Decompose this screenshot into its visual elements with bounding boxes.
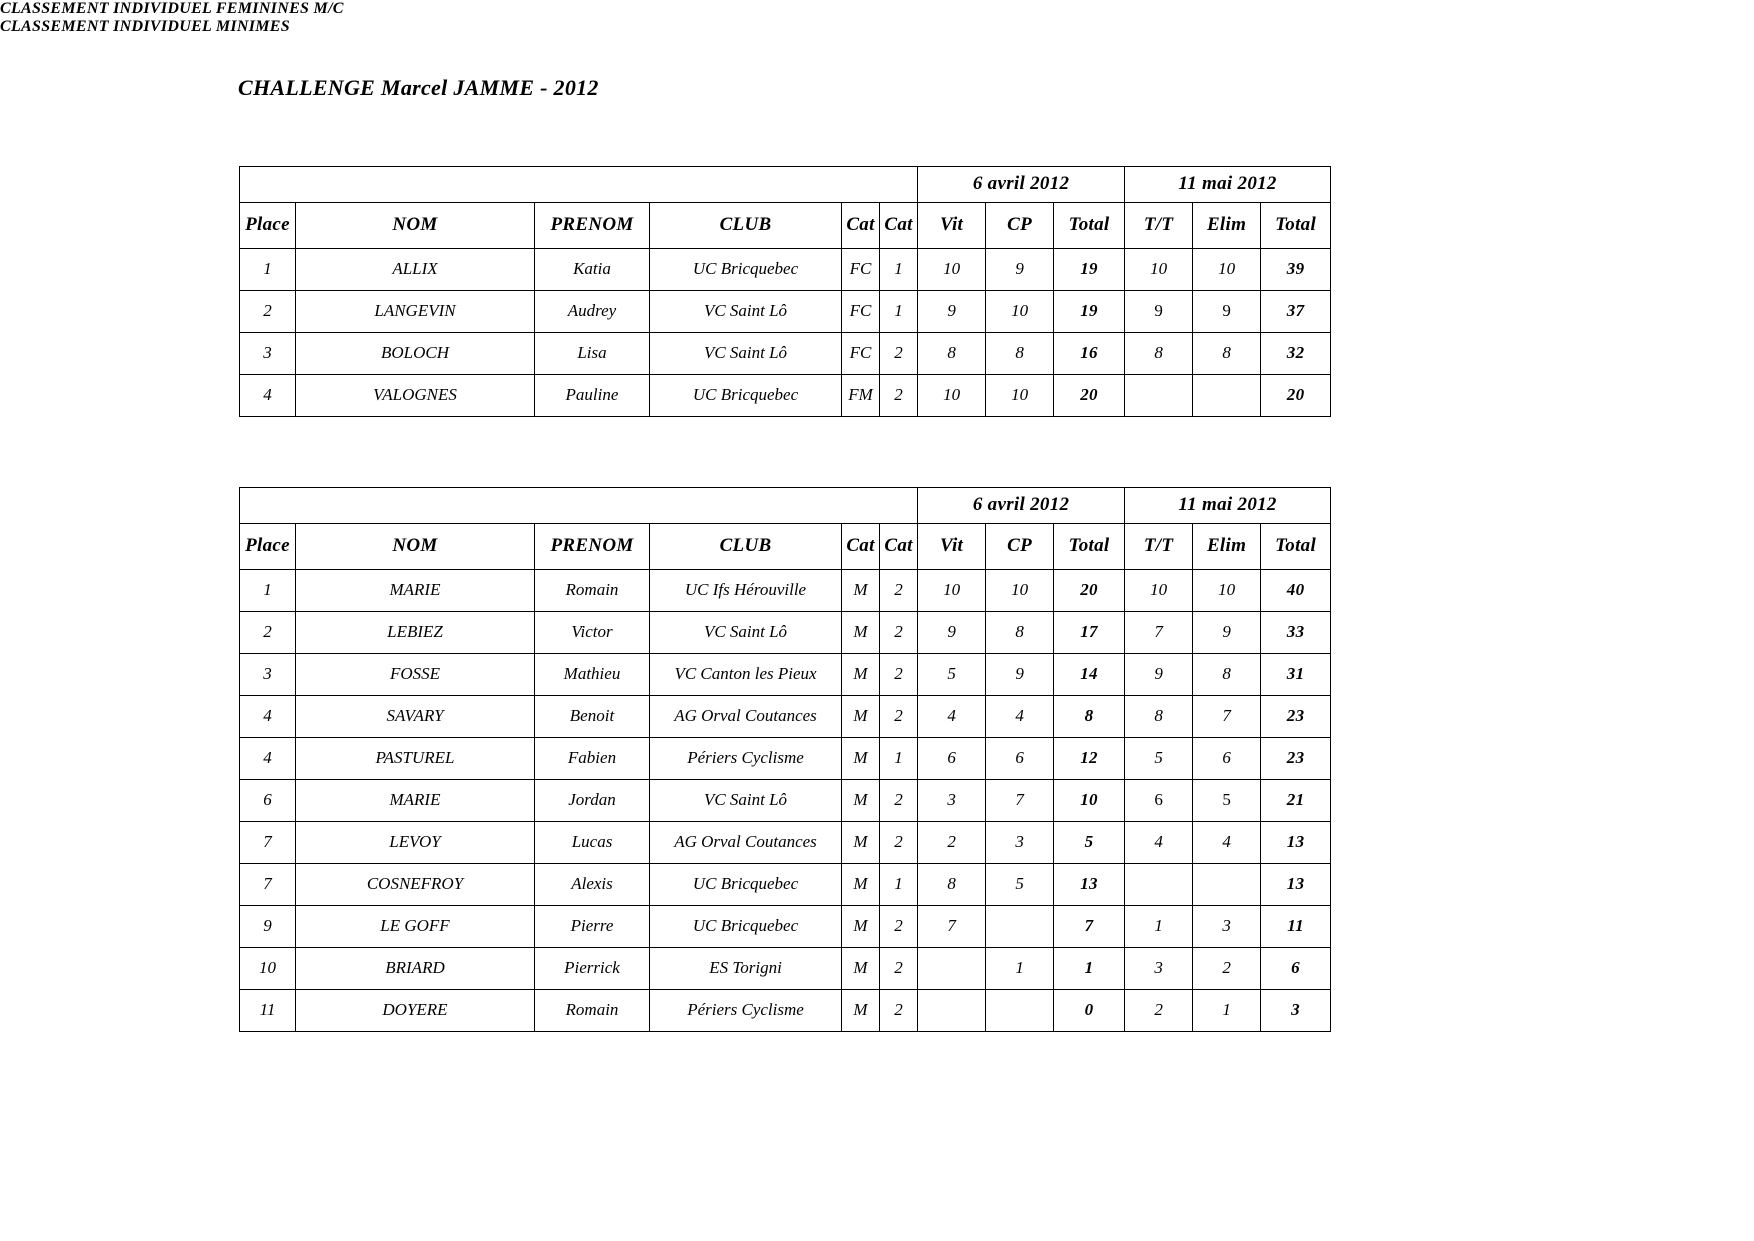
cell-cat2: 2 (880, 570, 918, 612)
cell-cat1: M (842, 654, 880, 696)
cell-elim: 1 (1193, 990, 1261, 1032)
cell-cp: 5 (986, 864, 1054, 906)
cell-tt: 2 (1125, 990, 1193, 1032)
cell-cp: 4 (986, 696, 1054, 738)
cell-place: 9 (240, 906, 296, 948)
cell-club: Périers Cyclisme (650, 738, 842, 780)
cell-nom: COSNEFROY (296, 864, 535, 906)
cell-prenom: Lucas (535, 822, 650, 864)
cell-elim: 8 (1193, 333, 1261, 375)
cell-cat1: M (842, 696, 880, 738)
column-header-nom: NOM (296, 203, 535, 249)
cell-prenom: Pauline (535, 375, 650, 417)
column-header-row (240, 524, 1331, 570)
cell-total2: 11 (1261, 906, 1331, 948)
column-header-vit: Vit (918, 524, 986, 570)
cell-elim: 9 (1193, 291, 1261, 333)
cell-cat2: 2 (880, 333, 918, 375)
cell-cat2: 1 (880, 291, 918, 333)
cell-prenom: Jordan (535, 780, 650, 822)
cell-total1: 16 (1054, 333, 1125, 375)
cell-cat2: 2 (880, 612, 918, 654)
cell-vit (918, 948, 986, 990)
cell-cp: 10 (986, 291, 1054, 333)
cell-total1: 20 (1054, 375, 1125, 417)
cell-total2: 40 (1261, 570, 1331, 612)
cell-tt: 10 (1125, 249, 1193, 291)
table-row (240, 822, 1331, 864)
cell-cat2: 2 (880, 822, 918, 864)
cell-elim: 2 (1193, 948, 1261, 990)
cell-total2: 39 (1261, 249, 1331, 291)
cell-elim: 10 (1193, 249, 1261, 291)
cell-cat1: M (842, 948, 880, 990)
cell-cp: 10 (986, 570, 1054, 612)
cell-total1: 20 (1054, 570, 1125, 612)
column-header-cp: CP (986, 524, 1054, 570)
cell-nom: DOYERE (296, 990, 535, 1032)
cell-total1: 10 (1054, 780, 1125, 822)
cell-elim (1193, 375, 1261, 417)
cell-total2: 20 (1261, 375, 1331, 417)
cell-club: UC Bricquebec (650, 249, 842, 291)
cell-total2: 21 (1261, 780, 1331, 822)
cell-nom: LEVOY (296, 822, 535, 864)
date-row-spacer (240, 488, 918, 524)
cell-elim: 3 (1193, 906, 1261, 948)
cell-total1: 12 (1054, 738, 1125, 780)
cell-cp: 6 (986, 738, 1054, 780)
cell-tt: 8 (1125, 696, 1193, 738)
column-header-club: CLUB (650, 524, 842, 570)
cell-cat2: 1 (880, 864, 918, 906)
cell-tt: 7 (1125, 612, 1193, 654)
cell-place: 3 (240, 654, 296, 696)
ranking-table-minimes (239, 487, 1331, 1032)
cell-club: Périers Cyclisme (650, 990, 842, 1032)
cell-place: 2 (240, 612, 296, 654)
ranking-table-feminines (239, 166, 1331, 417)
cell-place: 1 (240, 249, 296, 291)
cell-cp: 7 (986, 780, 1054, 822)
cell-cp: 1 (986, 948, 1054, 990)
column-header-club: CLUB (650, 203, 842, 249)
cell-total1: 19 (1054, 291, 1125, 333)
cell-nom: ALLIX (296, 249, 535, 291)
cell-cat1: M (842, 822, 880, 864)
cell-vit: 10 (918, 249, 986, 291)
cell-place: 6 (240, 780, 296, 822)
cell-club: ES Torigni (650, 948, 842, 990)
date-group-header: 11 mai 2012 (1125, 488, 1331, 524)
cell-tt: 6 (1125, 780, 1193, 822)
cell-nom: LANGEVIN (296, 291, 535, 333)
column-header-cat2: Cat (880, 203, 918, 249)
column-header-elim: Elim (1193, 524, 1261, 570)
cell-nom: LEBIEZ (296, 612, 535, 654)
date-group-header: 6 avril 2012 (918, 167, 1125, 203)
date-row-spacer (240, 167, 918, 203)
table-row (240, 906, 1331, 948)
cell-club: AG Orval Coutances (650, 822, 842, 864)
cell-vit: 8 (918, 333, 986, 375)
cell-club: VC Canton les Pieux (650, 654, 842, 696)
cell-club: VC Saint Lô (650, 780, 842, 822)
cell-tt: 3 (1125, 948, 1193, 990)
column-header-total2: Total (1261, 524, 1331, 570)
cell-vit (918, 990, 986, 1032)
cell-tt: 9 (1125, 291, 1193, 333)
table-row (240, 738, 1331, 780)
cell-total2: 6 (1261, 948, 1331, 990)
cell-cat1: M (842, 738, 880, 780)
cell-elim: 10 (1193, 570, 1261, 612)
cell-cp: 3 (986, 822, 1054, 864)
cell-cat2: 1 (880, 738, 918, 780)
cell-cat1: M (842, 906, 880, 948)
cell-cat2: 2 (880, 906, 918, 948)
cell-cat1: M (842, 570, 880, 612)
cell-elim: 8 (1193, 654, 1261, 696)
cell-nom: LE GOFF (296, 906, 535, 948)
cell-vit: 9 (918, 612, 986, 654)
cell-cp: 9 (986, 654, 1054, 696)
cell-prenom: Romain (535, 570, 650, 612)
cell-cat1: FC (842, 291, 880, 333)
cell-elim: 5 (1193, 780, 1261, 822)
cell-cat2: 2 (880, 990, 918, 1032)
cell-vit: 9 (918, 291, 986, 333)
cell-total1: 13 (1054, 864, 1125, 906)
cell-place: 2 (240, 291, 296, 333)
cell-tt (1125, 864, 1193, 906)
column-header-cp: CP (986, 203, 1054, 249)
cell-tt: 1 (1125, 906, 1193, 948)
cell-place: 4 (240, 696, 296, 738)
cell-nom: MARIE (296, 780, 535, 822)
cell-total2: 3 (1261, 990, 1331, 1032)
date-group-row (240, 167, 1331, 203)
cell-cat1: M (842, 990, 880, 1032)
table-row (240, 249, 1331, 291)
column-header-place: Place (240, 524, 296, 570)
cell-elim: 9 (1193, 612, 1261, 654)
table-row (240, 990, 1331, 1032)
cell-total1: 5 (1054, 822, 1125, 864)
cell-vit: 7 (918, 906, 986, 948)
cell-vit: 5 (918, 654, 986, 696)
section-title-feminines: CLASSEMENT INDIVIDUEL FEMININES M/C (0, 0, 344, 17)
cell-place: 7 (240, 864, 296, 906)
cell-total2: 23 (1261, 738, 1331, 780)
table-row (240, 375, 1331, 417)
cell-club: VC Saint Lô (650, 612, 842, 654)
cell-club: VC Saint Lô (650, 291, 842, 333)
column-header-cat2: Cat (880, 524, 918, 570)
cell-total1: 7 (1054, 906, 1125, 948)
cell-nom: VALOGNES (296, 375, 535, 417)
cell-total1: 1 (1054, 948, 1125, 990)
cell-cp: 8 (986, 333, 1054, 375)
column-header-total1: Total (1054, 203, 1125, 249)
cell-club: UC Bricquebec (650, 906, 842, 948)
cell-tt: 4 (1125, 822, 1193, 864)
table-row (240, 864, 1331, 906)
cell-cat2: 2 (880, 375, 918, 417)
cell-club: VC Saint Lô (650, 333, 842, 375)
cell-total1: 8 (1054, 696, 1125, 738)
cell-cp: 10 (986, 375, 1054, 417)
cell-cat1: M (842, 864, 880, 906)
column-header-prenom: PRENOM (535, 203, 650, 249)
column-header-cat1: Cat (842, 524, 880, 570)
cell-cat1: FC (842, 249, 880, 291)
cell-cat2: 2 (880, 654, 918, 696)
cell-place: 4 (240, 738, 296, 780)
cell-tt: 9 (1125, 654, 1193, 696)
cell-club: AG Orval Coutances (650, 696, 842, 738)
date-group-header: 6 avril 2012 (918, 488, 1125, 524)
table-row (240, 612, 1331, 654)
cell-vit: 8 (918, 864, 986, 906)
cell-elim: 6 (1193, 738, 1261, 780)
date-group-row (240, 488, 1331, 524)
cell-nom: BRIARD (296, 948, 535, 990)
cell-prenom: Pierre (535, 906, 650, 948)
column-header-elim: Elim (1193, 203, 1261, 249)
cell-club: UC Ifs Hérouville (650, 570, 842, 612)
cell-place: 1 (240, 570, 296, 612)
cell-total2: 37 (1261, 291, 1331, 333)
cell-nom: PASTUREL (296, 738, 535, 780)
cell-vit: 10 (918, 375, 986, 417)
column-header-total1: Total (1054, 524, 1125, 570)
column-header-row (240, 203, 1331, 249)
cell-prenom: Alexis (535, 864, 650, 906)
section-title-minimes: CLASSEMENT INDIVIDUEL MINIMES (0, 18, 290, 35)
cell-nom: SAVARY (296, 696, 535, 738)
cell-cp (986, 906, 1054, 948)
cell-prenom: Audrey (535, 291, 650, 333)
cell-cat2: 1 (880, 249, 918, 291)
cell-cp: 8 (986, 612, 1054, 654)
cell-tt: 5 (1125, 738, 1193, 780)
cell-vit: 4 (918, 696, 986, 738)
cell-total1: 17 (1054, 612, 1125, 654)
cell-prenom: Mathieu (535, 654, 650, 696)
cell-total2: 33 (1261, 612, 1331, 654)
cell-cat2: 2 (880, 780, 918, 822)
cell-cat1: FC (842, 333, 880, 375)
cell-place: 10 (240, 948, 296, 990)
column-header-prenom: PRENOM (535, 524, 650, 570)
cell-prenom: Fabien (535, 738, 650, 780)
cell-place: 11 (240, 990, 296, 1032)
cell-tt: 8 (1125, 333, 1193, 375)
cell-prenom: Katia (535, 249, 650, 291)
table-row (240, 570, 1331, 612)
table-body-minimes (240, 488, 1331, 1032)
cell-place: 7 (240, 822, 296, 864)
cell-total1: 19 (1054, 249, 1125, 291)
cell-nom: MARIE (296, 570, 535, 612)
cell-tt: 10 (1125, 570, 1193, 612)
column-header-place: Place (240, 203, 296, 249)
table-row (240, 696, 1331, 738)
cell-elim: 7 (1193, 696, 1261, 738)
cell-cat2: 2 (880, 696, 918, 738)
cell-cat2: 2 (880, 948, 918, 990)
cell-prenom: Romain (535, 990, 650, 1032)
date-group-header: 11 mai 2012 (1125, 167, 1331, 203)
cell-vit: 2 (918, 822, 986, 864)
cell-elim: 4 (1193, 822, 1261, 864)
cell-vit: 10 (918, 570, 986, 612)
document-title: CHALLENGE Marcel JAMME - 2012 (238, 75, 599, 100)
cell-vit: 3 (918, 780, 986, 822)
table-row (240, 780, 1331, 822)
cell-total2: 31 (1261, 654, 1331, 696)
cell-total1: 14 (1054, 654, 1125, 696)
cell-cp: 9 (986, 249, 1054, 291)
cell-vit: 6 (918, 738, 986, 780)
cell-prenom: Pierrick (535, 948, 650, 990)
column-header-nom: NOM (296, 524, 535, 570)
cell-club: UC Bricquebec (650, 864, 842, 906)
cell-total2: 23 (1261, 696, 1331, 738)
cell-place: 3 (240, 333, 296, 375)
cell-prenom: Lisa (535, 333, 650, 375)
cell-tt (1125, 375, 1193, 417)
table-row (240, 948, 1331, 990)
cell-cat1: M (842, 612, 880, 654)
table-row (240, 291, 1331, 333)
cell-prenom: Victor (535, 612, 650, 654)
cell-total2: 13 (1261, 822, 1331, 864)
column-header-cat1: Cat (842, 203, 880, 249)
cell-club: UC Bricquebec (650, 375, 842, 417)
cell-total1: 0 (1054, 990, 1125, 1032)
cell-nom: BOLOCH (296, 333, 535, 375)
cell-total2: 32 (1261, 333, 1331, 375)
cell-prenom: Benoit (535, 696, 650, 738)
column-header-tt: T/T (1125, 203, 1193, 249)
column-header-vit: Vit (918, 203, 986, 249)
table-row (240, 333, 1331, 375)
cell-cp (986, 990, 1054, 1032)
table-row (240, 654, 1331, 696)
column-header-total2: Total (1261, 203, 1331, 249)
cell-nom: FOSSE (296, 654, 535, 696)
cell-cat1: M (842, 780, 880, 822)
cell-place: 4 (240, 375, 296, 417)
cell-total2: 13 (1261, 864, 1331, 906)
cell-elim (1193, 864, 1261, 906)
cell-cat1: FM (842, 375, 880, 417)
table-body-feminines (240, 167, 1331, 417)
column-header-tt: T/T (1125, 524, 1193, 570)
